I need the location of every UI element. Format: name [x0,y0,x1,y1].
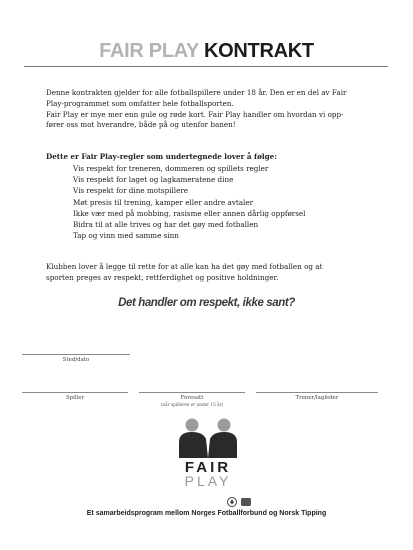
title-fair-play: FAIR PLAY [99,40,199,62]
fair-play-figures-icon [173,418,243,458]
coach-label: Trener/lagleder [295,395,339,401]
page-title [0,40,413,63]
fair-play-logo [160,418,256,488]
player-label: Spiller [65,395,85,401]
rule-item: Vis respekt for treneren, dommeren og spillets regler [73,164,269,173]
closing-line: Klubben lover å legge til rette for at alle kan ha det gøy med fotballen og at [46,262,323,271]
rule-item: Vis respekt for dine motspillere [73,186,189,196]
signature-line[interactable] [22,392,128,393]
intro-line: Play-programmet som omfatter hele fotballsporten. [46,98,234,108]
coach-signature[interactable] [256,392,378,401]
closing-paragraph [46,262,376,284]
rule-item: Møt presis til trening, kamper eller andre avtaler [73,197,254,207]
guardian-signature[interactable] [139,392,245,407]
signature-line[interactable] [256,392,378,393]
rule-item: Ikke vær med på mobbing, rasisme eller annen dårlig oppførsel [73,208,306,218]
logo-fair-text: FAIR [184,459,232,476]
place-date-signature[interactable] [22,354,130,363]
intro-line: Fair Play er mye mer enn gule og røde kort. Fair Play handler om hvordan vi opp- [46,109,344,119]
rule-item: Vis respekt for laget og lagkameratene dine [73,175,234,185]
rules-heading: Dette er Fair Play-regler som undertegnede lover å følge: [46,152,277,161]
place-date-label: Sted/dato [62,357,90,363]
closing-line: sporten preges av respekt, rettferdighet og positive holdninger. [46,272,279,282]
intro-line: fører oss mot hverandre, både på og utenfor banen! [46,120,236,130]
signature-line[interactable] [139,392,245,393]
guardian-label: Foresatt [180,395,204,401]
intro-paragraph [46,88,376,131]
player-signature[interactable] [22,392,128,401]
rule-item: Bidra til at alle trives og har det gøy med fotballen [73,220,259,230]
title-divider [24,66,388,67]
signature-line[interactable] [22,354,130,355]
guardian-note: (når spilleren er under 15 år) [160,402,224,407]
footer-text: Et samarbeidsprogram mellom Norges Fotballforbund og Norsk Tipping [86,510,327,517]
logo-play-text: PLAY [184,473,232,489]
intro-line: Denne kontrakten gjelder for alle fotballspillere under 18 år. Den er en del av Fair [46,88,347,97]
title-kontrakt: KONTRAKT [204,40,314,62]
partner-logos-icon [227,496,253,508]
rule-item: Tap og vinn med samme sinn [73,231,179,241]
slogan: Det handler om respekt, ikke sant? [118,297,295,309]
rules-list [73,163,305,241]
